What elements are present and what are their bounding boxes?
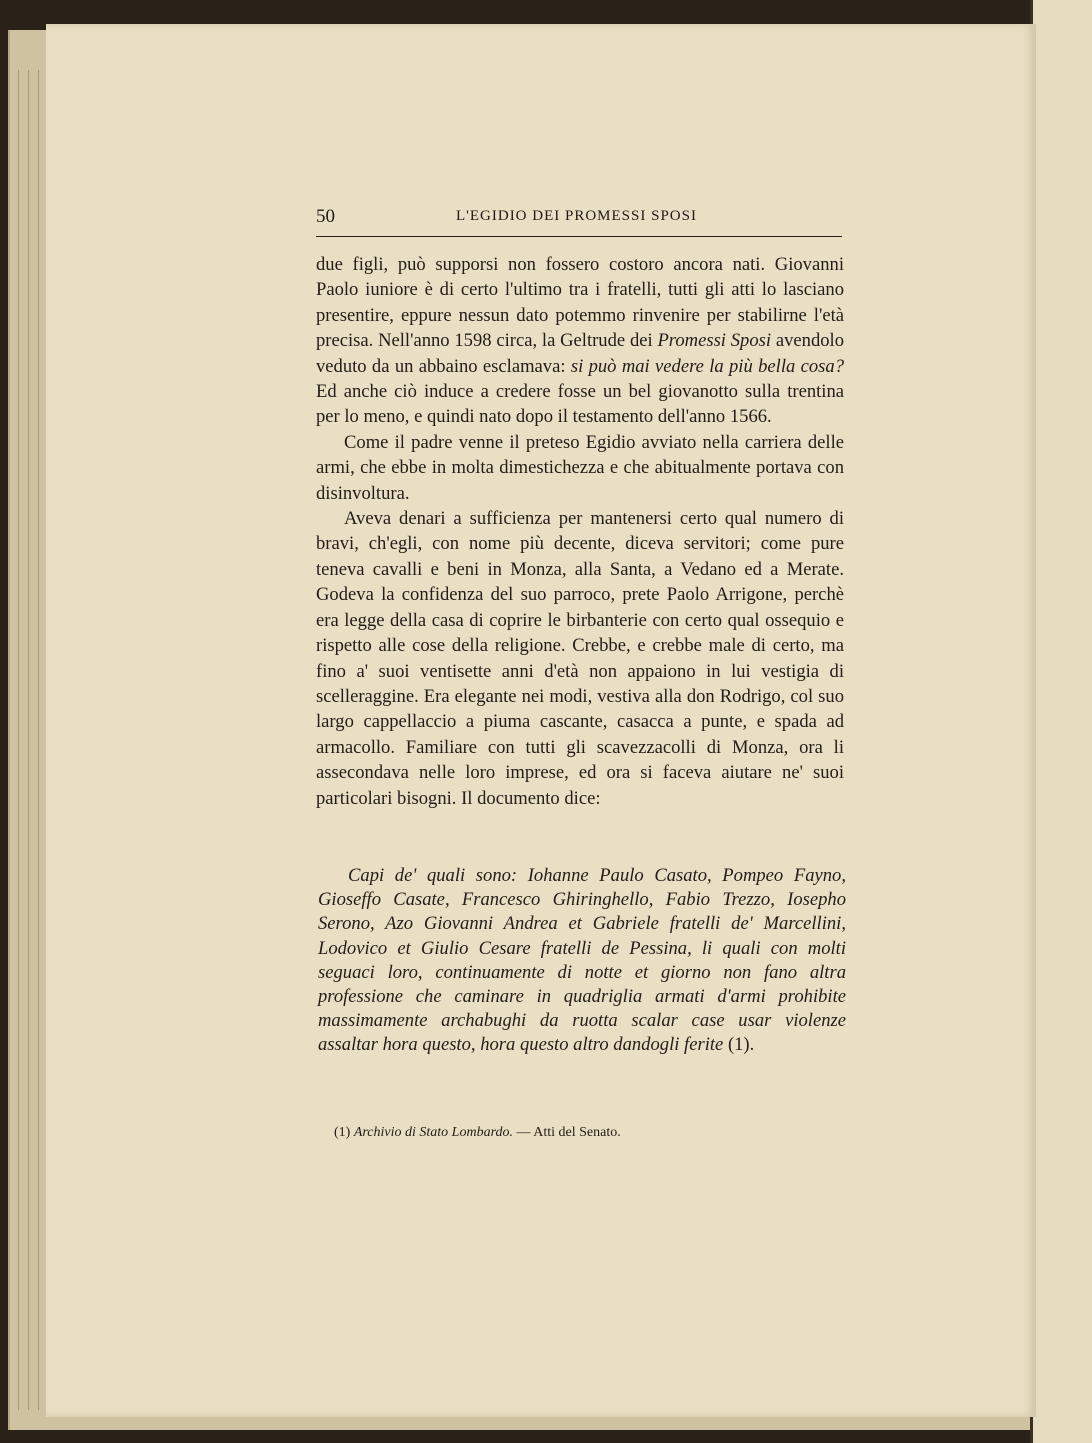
facing-page [1030, 0, 1092, 1443]
footnote-reference: (1). [723, 1034, 755, 1056]
paragraph-1-text-b: avendolo veduto da un abbaino esclamava: [316, 330, 845, 377]
main-text [316, 252, 844, 811]
paragraph-1-text-c: Ed anche ciò induce a credere fosse un bel giovanotto sulla trentina per lo meno, e quindi nato dopo il testamento dell'anno 1566. [316, 381, 844, 428]
geltrude-quote-italic: si può mai vedere la più bella cosa? [570, 355, 844, 377]
page-number: 50 [316, 206, 335, 227]
footnote-rest: — Atti del Senato. [516, 1125, 621, 1140]
page-edge-line [28, 70, 29, 1410]
paragraph-1-text-a: due figli, può supporsi non fossero costoro ancora nati. Giovanni Paolo iuniore è di certo l'ultimo tra i fratelli, tutti gli atti lo lasciano presentire, eppure nessun dato potemmo rinvenire per stabilirne l'età precisa. Nell'anno 1598 circa, la Geltrude dei [316, 254, 844, 352]
page-edge-line [18, 70, 19, 1410]
footnote-number: (1) [334, 1125, 351, 1140]
paragraph-2: Come il padre venne il preteso Egidio avviato nella carriera delle armi, che ebbe in molta dimestichezza e che abitualmente portava con disinvoltura. [316, 431, 844, 504]
page-edge-line [38, 70, 39, 1410]
paragraph-1 [316, 252, 844, 430]
paragraph-3: Aveva denari a sufficienza per mantenersi certo qual numero di bravi, ch'egli, con nome più decente, diceva servitori; come pure teneva cavalli e beni in Monza, alla Santa, a Vedano ed a Merate. Godeva la confidenza del suo parroco, prete Paolo Arrigone, perchè era legge della casa di coprire le birbanterie con certo qual ossequio e rispetto alle cose della religione. Crebbe, e crebbe male di certo, ma fino a' suoi ventisette anni d'età non appaiono in lui vestigia di scelleraggine. Era elegante nei modi, vestiva alla don Rodrigo, col suo largo cappellaccio a piuma cascante, casacca a punte, e spada ad armacollo. Familiare con tutti gli scavezzacolli di Monza, ora li assecondava nelle loro imprese, ed ora si faceva aiutare ne' suoi particolari bisogni. Il documento dice: [316, 508, 844, 809]
running-title: L'EGIDIO DEI PROMESSI SPOSI [456, 208, 697, 224]
book-title-italic: Promessi Sposi [657, 330, 772, 352]
document-quotation [318, 864, 846, 1058]
footnote [334, 1125, 621, 1141]
dark-background-top [0, 0, 1092, 22]
footnote-source: Archivio di Stato Lombardo. [353, 1125, 514, 1140]
page-header [316, 206, 842, 237]
quotation-text: Capi de' quali sono: Iohanne Paulo Casato, Pompeo Fayno, Gioseffo Casate, Francesco Ghiringhello, Fabio Trezzo, Iosepho Serono, Azo Giovanni Andrea et Gabriele fratelli de' Marcellini, Lodovico et Giulio Cesare fratelli de Pessina, li quali con molti seguaci loro, continuamente di notte et giorno non fano altra professione che caminare in quadriglia armati d'armi prohibite massimamente archabughi da ruotta scalar case usar violenze assaltar hora questo, hora questo altro dandogli ferite [318, 865, 846, 1056]
